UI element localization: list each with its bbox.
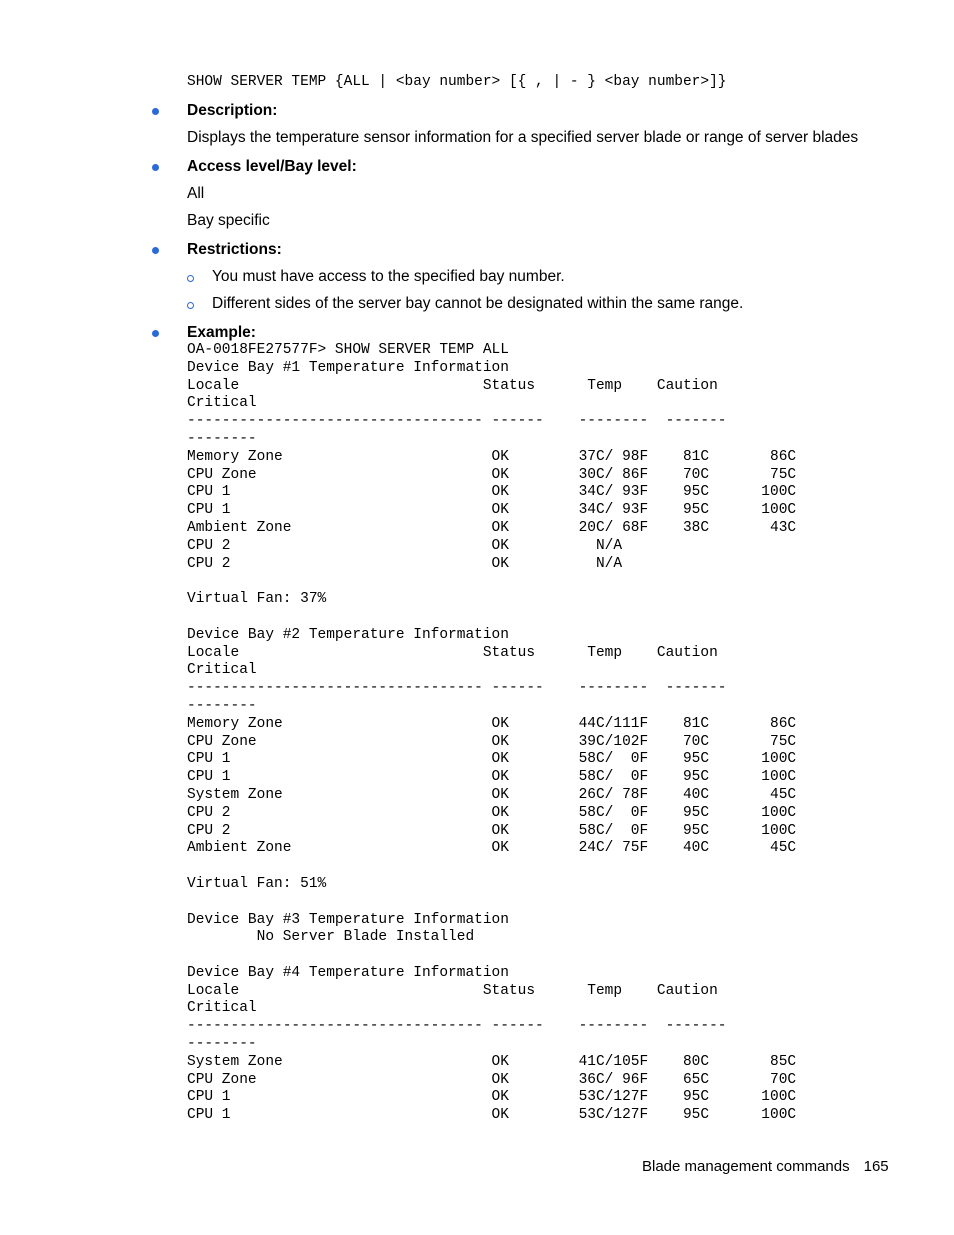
example-output-line: CPU 1 OK 58C/ 0F 95C 100C <box>187 751 797 768</box>
footer <box>642 1158 889 1175</box>
bullet-icon <box>152 164 159 171</box>
example-output-line: Device Bay #2 Temperature Information <box>187 626 509 643</box>
example-output-line <box>187 947 796 965</box>
access-level-all: All <box>187 185 205 202</box>
example-output-line: OA-0018FE27577F> SHOW SERVER TEMP ALL <box>187 342 509 358</box>
example-output-line: CPU 2 OK N/A <box>187 537 623 554</box>
description-heading: Description: <box>187 102 278 119</box>
example-output-line: -------- <box>187 1036 257 1053</box>
example-output-line: CPU 2 OK N/A <box>187 555 623 572</box>
example-output-line: Device Bay #1 Temperature Information <box>187 359 509 376</box>
example-output-line: Device Bay #3 Temperature Information <box>187 911 509 928</box>
example-output-line: CPU 1 OK 34C/ 93F 95C 100C <box>187 484 797 501</box>
restriction-item: Different sides of the server bay cannot be designated within the same range. <box>212 295 744 312</box>
example-output-line: CPU Zone OK 36C/ 96F 65C 70C <box>187 1071 797 1088</box>
example-output-line: -------- <box>187 430 257 447</box>
example-output-line: CPU Zone OK 30C/ 86F 70C 75C <box>187 466 797 483</box>
restrictions-heading: Restrictions: <box>187 241 282 258</box>
example-output-line: ---------------------------------- ------ -------- ------- <box>187 413 727 430</box>
example-output-line: Critical <box>187 662 257 679</box>
example-output-line: CPU 1 OK 53C/127F 95C 100C <box>187 1089 797 1106</box>
example-output-line: No Server Blade Installed <box>187 929 475 946</box>
example-output-line: Locale Status Temp Caution <box>187 377 718 394</box>
example-heading: Example: <box>187 324 256 341</box>
command-syntax: SHOW SERVER TEMP {ALL | <bay number> [{ , | - } <bay number>]} <box>187 74 727 90</box>
example-output <box>187 342 796 1125</box>
example-output-line: CPU 1 OK 58C/ 0F 95C 100C <box>187 769 797 786</box>
description-text: Displays the temperature sensor information for a specified server blade or range of server blades <box>187 129 859 146</box>
sub-bullet-icon <box>187 302 194 309</box>
example-output-line: Device Bay #4 Temperature Information <box>187 964 509 981</box>
example-output-line: -------- <box>187 697 257 714</box>
example-output-line: CPU 2 OK 58C/ 0F 95C 100C <box>187 804 797 821</box>
bullet-icon <box>152 108 159 115</box>
example-output-line: Locale Status Temp Caution <box>187 982 718 999</box>
example-output-line <box>187 573 796 591</box>
sub-bullet-icon <box>187 275 194 282</box>
example-output-line: Ambient Zone OK 24C/ 75F 40C 45C <box>187 840 797 857</box>
example-output-line: Memory Zone OK 44C/111F 81C 86C <box>187 715 797 732</box>
page-number: 165 <box>863 1158 889 1175</box>
footer-section-title: Blade management commands <box>642 1158 850 1175</box>
bullet-icon <box>152 330 159 337</box>
example-output-line: CPU 2 OK 58C/ 0F 95C 100C <box>187 822 797 839</box>
example-output-line <box>187 894 796 912</box>
example-output-line: CPU 1 OK 53C/127F 95C 100C <box>187 1107 797 1124</box>
example-output-line: Ambient Zone OK 20C/ 68F 38C 43C <box>187 519 797 536</box>
example-output-line: ---------------------------------- ------ -------- ------- <box>187 1018 727 1035</box>
example-output-line: System Zone OK 26C/ 78F 40C 45C <box>187 786 797 803</box>
example-output-line: Memory Zone OK 37C/ 98F 81C 86C <box>187 448 797 465</box>
access-heading: Access level/Bay level: <box>187 158 357 175</box>
bullet-icon <box>152 247 159 254</box>
access-level-bay: Bay specific <box>187 212 270 229</box>
example-output-line <box>187 609 796 627</box>
example-output-line: Critical <box>187 1000 257 1017</box>
example-output-line: CPU Zone OK 39C/102F 70C 75C <box>187 733 797 750</box>
example-output-line: Locale Status Temp Caution <box>187 644 718 661</box>
example-output-line: Critical <box>187 395 257 412</box>
example-output-line: ---------------------------------- ------ -------- ------- <box>187 680 727 697</box>
example-output-line <box>187 858 796 876</box>
example-output-line: CPU 1 OK 34C/ 93F 95C 100C <box>187 502 797 519</box>
example-output-line: Virtual Fan: 37% <box>187 591 327 608</box>
example-output-line: System Zone OK 41C/105F 80C 85C <box>187 1053 797 1070</box>
example-output-line: Virtual Fan: 51% <box>187 875 327 892</box>
restriction-item: You must have access to the specified bay number. <box>212 268 565 285</box>
